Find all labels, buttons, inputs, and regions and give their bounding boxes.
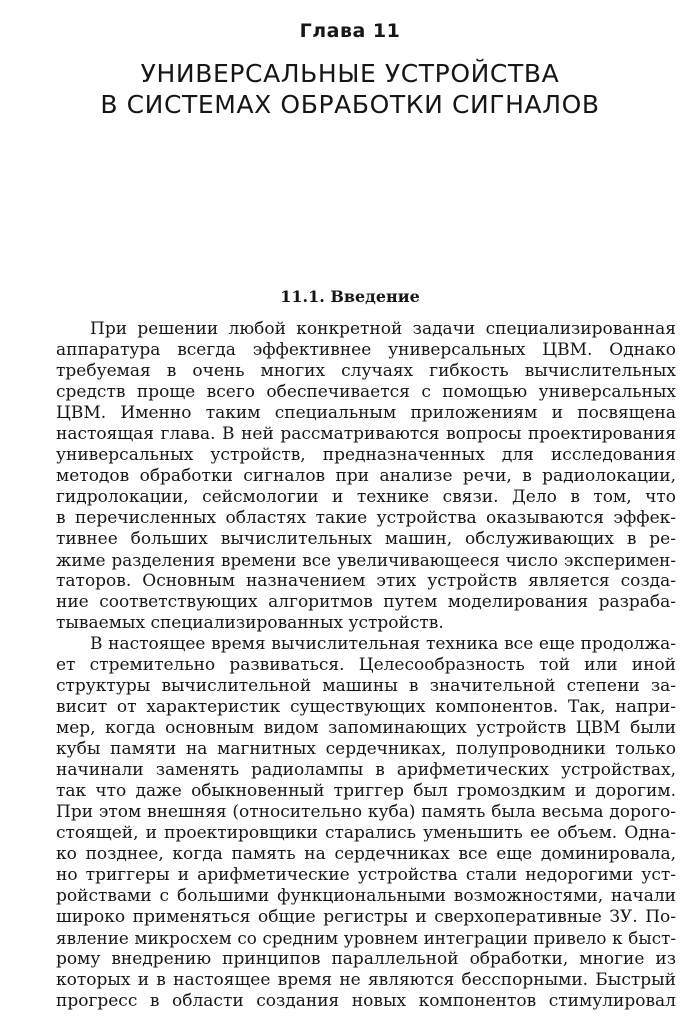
section-heading: 11.1. Введение [280,287,420,306]
text-line: так что даже обыкновенный триггер был громоздким и дорогим. [56,781,676,801]
text-line: тываемых специализированных устройств. [56,613,444,633]
chapter-label: Глава 11 [299,20,401,42]
paragraph [56,634,676,1012]
text-line: начинали заменять радиолампы в арифметических устройствах, [56,760,676,780]
text-line: методов обработки сигналов при анализе речи, в радиолокации, [56,466,676,486]
paragraph [56,319,676,634]
text-line: универсальных устройств, предназначенных для исследования [56,445,676,465]
text-line: таторов. Основным назначением этих устройств является созда- [56,571,676,591]
text-line: широко применяться общие регистры и сверхоперативные ЗУ. По- [56,907,676,927]
text-line: которых и в настоящее время не являются бесспорными. Быстрый [56,970,676,990]
text-line: стоящей, и проектировщики старались уменьшить ее объем. Одна- [56,823,676,843]
text-line: но триггеры и арифметические устройства стали недорогими уст- [56,865,676,885]
chapter-title [0,58,700,120]
text-line: требуемая в очень многих случаях гибкость вычислительных [56,361,676,381]
chapter-title-line: УНИВЕРСАЛЬНЫЕ УСТРОЙСТВА [140,59,560,88]
text-line: При этом внешняя (относительно куба) память была весьма дорого- [56,802,676,822]
text-line: В настоящее время вычислительная техника все еще продолжа- [90,634,676,654]
text-line: прогресс в области создания новых компонентов стимулировал [56,991,676,1011]
text-line: кубы памяти на магнитных сердечниках, полупроводники только [56,739,676,759]
text-line: настоящая глава. В ней рассматриваются вопросы проектирования [56,424,676,444]
text-line: в перечисленных областях такие устройства оказываются эффек- [56,508,676,528]
text-line: средств проще всего обеспечивается с помощью универсальных [56,382,676,402]
text-line: мер, когда основным видом запоминающих устройств ЦВМ были [56,718,676,738]
text-line: ет стремительно развиваться. Целесообразность той или иной [56,655,676,675]
text-line: аппаратура всегда эффективнее универсальных ЦВМ. Однако [56,340,676,360]
text-line: тивнее больших вычислительных машин, обслуживающих в ре- [56,529,676,549]
text-line: висит от характеристик существующих компонентов. Так, напри- [56,697,676,717]
text-line: жиме разделения времени все увеличивающееся число эксперимен- [56,550,676,570]
text-line: ко позднее, когда память на сердечниках все еще доминировала, [56,844,676,864]
body-text [56,319,676,1012]
text-line: При решении любой конкретной задачи специализированная [90,319,676,339]
text-line: гидролокации, сейсмологии и технике связи. Дело в том, что [56,487,676,507]
text-line: ЦВМ. Именно таким специальным приложениям и посвящена [56,403,676,423]
text-line: ройствами с большими функциональными возможностями, начали [56,886,676,906]
chapter-title-line: В СИСТЕМАХ ОБРАБОТКИ СИГНАЛОВ [100,90,600,119]
text-line: ние соответствующих алгоритмов путем моделирования разраба- [56,592,676,612]
text-line: явление микросхем со средним уровнем интеграции привело к быст- [56,928,676,948]
text-line: структуры вычислительной машины в значительной степени за- [56,676,676,696]
text-line: рому внедрению принципов параллельной обработки, многие из [56,949,676,969]
